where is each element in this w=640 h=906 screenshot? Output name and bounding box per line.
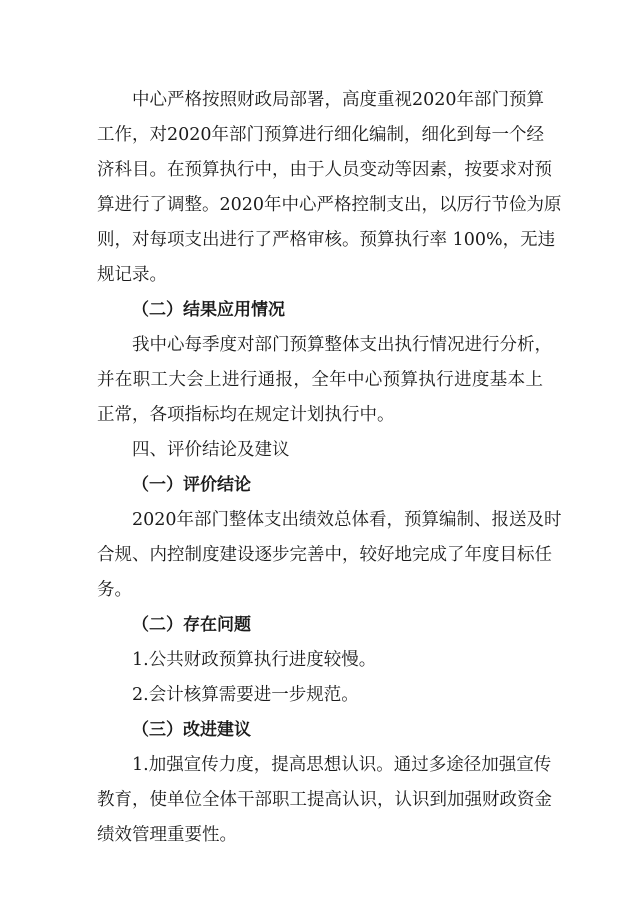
paragraph-line: 合规、内控制度建设逐步完善中，较好地完成了年度目标任 — [97, 545, 552, 565]
paragraph-line: 算进行了调整。2020年中心严格控制支出，以厉行节俭为原 — [97, 195, 562, 215]
list-item: 2.会计核算需要进一步规范。 — [132, 685, 359, 705]
section-heading: （三）改进建议 — [132, 720, 251, 740]
paragraph-line: 务。 — [97, 580, 132, 600]
paragraph-line: 2020年部门整体支出绩效总体看，预算编制、报送及时 — [132, 510, 562, 530]
section-heading: （二）结果应用情况 — [132, 300, 285, 320]
paragraph-line: 中心严格按照财政局部署，高度重视2020年部门预算 — [132, 90, 545, 110]
chapter-heading: 四、评价结论及建议 — [132, 440, 290, 460]
paragraph-line: 则，对每项支出进行了严格审核。预算执行率 100%，无违 — [97, 230, 556, 250]
paragraph-line: 教育，使单位全体干部职工提高认识，认识到加强财政资金 — [97, 790, 552, 810]
paragraph-line: 济科目。在预算执行中，由于人员变动等因素，按要求对预 — [97, 160, 552, 180]
list-item: 1.公共财政预算执行进度较慢。 — [132, 650, 377, 670]
paragraph-line: 正常，各项指标均在规定计划执行中。 — [97, 405, 395, 425]
paragraph-line: 绩效管理重要性。 — [97, 825, 237, 845]
section-heading: （一）评价结论 — [132, 475, 251, 495]
paragraph-line: 规记录。 — [97, 265, 167, 285]
list-item: 1.加强宣传力度，提高思想认识。通过多途径加强宣传 — [132, 755, 552, 775]
paragraph-line: 工作，对2020年部门预算进行细化编制，细化到每一个经 — [97, 125, 545, 145]
paragraph-line: 并在职工大会上进行通报，全年中心预算执行进度基本上 — [97, 370, 543, 390]
section-heading: （二）存在问题 — [132, 615, 251, 635]
paragraph-line: 我中心每季度对部门预算整体支出执行情况进行分析， — [132, 335, 552, 355]
